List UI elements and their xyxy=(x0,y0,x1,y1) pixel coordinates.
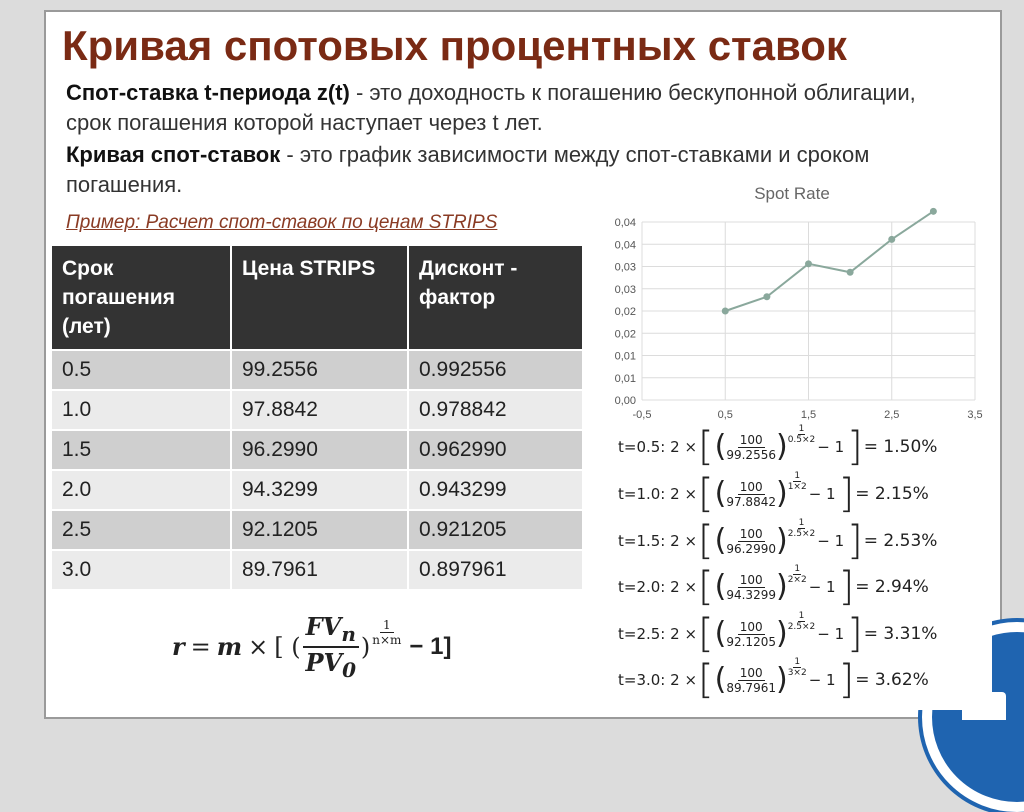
cell-maturity: 2.0 xyxy=(52,470,231,510)
chart-y-tick-label: 0,04 xyxy=(614,239,636,252)
formula-pv: PV xyxy=(305,647,343,677)
chart-y-tick-label: 0,03 xyxy=(614,261,636,274)
chart-x-tick-label: 1,5 xyxy=(800,409,817,421)
calc-label: t=3.0: 2 × xyxy=(618,671,698,689)
chart-x-tick-label: 2,5 xyxy=(884,409,900,421)
calc-label: t=1.5: 2 × xyxy=(618,532,698,550)
spot-curve-text: - это график зависимости между спот-ставками и сроком погашения. xyxy=(66,142,870,197)
cell-maturity: 2.5 xyxy=(52,510,231,550)
formula-fraction xyxy=(303,612,359,682)
spot-rate-text: - это доходность к погашению бескупонной облигации, срок погашения которой наступает через t лет. xyxy=(66,80,916,135)
calc-numerator: 100 xyxy=(739,619,763,634)
chart-data-point xyxy=(930,208,937,215)
paren-close: ) xyxy=(775,429,788,464)
bracket-open: [ xyxy=(698,518,714,564)
chart-data-point xyxy=(847,269,854,276)
formula-pv-sub: 0 xyxy=(342,657,357,682)
calc-exp-den: 1×2 xyxy=(787,481,807,492)
chart-y-tick-label: 0,04 xyxy=(614,217,636,229)
formula-m: m xyxy=(216,632,243,662)
calc-numerator: 100 xyxy=(739,665,763,680)
calc-minus-one: − 1 xyxy=(808,578,836,596)
chart-y-tick-label: 0,02 xyxy=(614,306,636,318)
bracket-open: [ xyxy=(698,564,714,610)
slide-title: Кривая спотовых процентных ставок xyxy=(62,22,847,69)
formula-numerator xyxy=(303,612,359,648)
spot-rate-definition xyxy=(66,78,946,138)
calc-fraction xyxy=(726,527,776,556)
spot-curve-term: Кривая спот-ставок xyxy=(66,142,281,167)
calc-fraction xyxy=(726,666,776,695)
paren-open: ( xyxy=(714,569,727,604)
chart-y-tick-label: 0,00 xyxy=(614,395,636,407)
example-label: Пример: Расчет спот-ставок по ценам STRIPS xyxy=(66,212,498,233)
calc-minus-one: − 1 xyxy=(817,532,845,550)
calc-denominator: 99.2556 xyxy=(726,447,776,462)
bracket-close: ] xyxy=(847,424,863,470)
bracket-close: ] xyxy=(847,611,863,657)
chart-series-line xyxy=(725,211,933,311)
calc-exponent xyxy=(788,518,816,539)
formula-tail: − 1] xyxy=(409,632,452,660)
formula-exp-num: 1 xyxy=(380,618,394,633)
paren-open: ( xyxy=(714,476,727,511)
cell-maturity: 1.0 xyxy=(52,390,231,430)
bracket-close: ] xyxy=(838,471,855,517)
chart-data-point xyxy=(805,260,812,267)
calc-denominator: 94.3299 xyxy=(726,587,776,602)
calc-fraction xyxy=(726,433,776,462)
paren-open: ( xyxy=(714,616,727,651)
cell-discount: 0.962990 xyxy=(408,430,583,470)
formula-fv-sub: n xyxy=(341,621,356,646)
calc-exp-den: 3×2 xyxy=(787,667,807,678)
cell-price: 97.8842 xyxy=(231,390,408,430)
cell-discount: 0.921205 xyxy=(408,510,583,550)
paren-open: ( xyxy=(714,429,727,464)
cell-maturity: 1.5 xyxy=(52,430,231,470)
formula-r: r xyxy=(172,632,185,662)
calc-exp-num: 1 xyxy=(794,656,801,667)
calculation-row xyxy=(618,563,929,610)
calc-minus-one: − 1 xyxy=(817,625,845,643)
chart-x-tick-label: 0,5 xyxy=(717,409,733,421)
calc-result: = 2.53% xyxy=(863,531,938,551)
calc-label: t=2.5: 2 × xyxy=(618,625,698,643)
calc-denominator: 96.2990 xyxy=(726,541,776,556)
bracket-close: ] xyxy=(838,657,855,703)
chart-x-tick-label: -0,5 xyxy=(632,409,652,421)
calc-fraction xyxy=(726,620,776,649)
cell-maturity: 0.5 xyxy=(52,350,231,390)
calc-exp-den: 2.5×2 xyxy=(787,621,816,632)
calc-fraction xyxy=(726,480,776,509)
bracket-open: [ xyxy=(698,471,714,517)
calc-exponent xyxy=(788,424,816,445)
chart-title: Spot Rate xyxy=(754,184,830,203)
chart-data-point xyxy=(888,236,895,243)
formula-paren-close: ) xyxy=(360,632,371,661)
calc-numerator: 100 xyxy=(739,526,763,541)
paren-open: ( xyxy=(714,523,727,558)
calc-denominator: 92.1205 xyxy=(726,634,776,649)
formula-times: × xyxy=(248,632,269,661)
spot-rate-term: Спот-ставка t-периода z(t) xyxy=(66,80,350,105)
strips-table xyxy=(52,246,584,589)
formula-denominator xyxy=(305,648,356,682)
chart-y-tick-label: 0,02 xyxy=(614,328,636,341)
paren-open: ( xyxy=(714,662,727,697)
table-row xyxy=(52,470,583,510)
calc-exp-den: 0.5×2 xyxy=(787,434,816,445)
calculation-row xyxy=(618,470,929,517)
bracket-open: [ xyxy=(698,611,714,657)
calc-exponent xyxy=(788,657,807,678)
paren-close: ) xyxy=(775,569,788,604)
table-row xyxy=(52,430,583,470)
bracket-open: [ xyxy=(698,424,714,470)
table-row xyxy=(52,390,583,430)
calc-result: = 3.62% xyxy=(855,670,929,690)
chart-x-tick-label: 3,5 xyxy=(967,409,983,421)
calc-exp-num: 1 xyxy=(794,470,801,481)
calc-exp-num: 1 xyxy=(798,517,805,528)
calc-numerator: 100 xyxy=(739,572,763,587)
formula-equals: = xyxy=(190,632,211,661)
spot-rate-chart xyxy=(592,176,992,426)
table-row xyxy=(52,550,583,589)
table-row xyxy=(52,350,583,390)
cell-price: 99.2556 xyxy=(231,350,408,390)
formula-fv: FV xyxy=(305,612,342,641)
header-discount: Дисконт - фактор xyxy=(408,246,583,350)
cell-discount: 0.992556 xyxy=(408,350,583,390)
calc-minus-one: − 1 xyxy=(808,671,836,689)
paren-close: ) xyxy=(775,662,788,697)
cell-discount: 0.943299 xyxy=(408,470,583,510)
calc-minus-one: − 1 xyxy=(817,438,845,456)
cell-discount: 0.978842 xyxy=(408,390,583,430)
calc-numerator: 100 xyxy=(739,479,763,494)
cell-maturity: 3.0 xyxy=(52,550,231,589)
chart-y-tick-label: 0,03 xyxy=(614,283,636,296)
calc-result: = 2.94% xyxy=(855,577,929,597)
calc-label: t=0.5: 2 × xyxy=(618,438,698,456)
calc-label: t=2.0: 2 × xyxy=(618,578,698,596)
table-row xyxy=(52,510,583,550)
calculation-row xyxy=(618,517,938,564)
cell-price: 96.2990 xyxy=(231,430,408,470)
calc-exp-den: 2.5×2 xyxy=(787,528,816,539)
cell-discount: 0.897961 xyxy=(408,550,583,589)
bracket-close: ] xyxy=(838,564,855,610)
sidebar-background xyxy=(0,0,44,767)
calc-result: = 1.50% xyxy=(863,437,938,457)
calc-exp-num: 1 xyxy=(798,423,805,434)
calc-label: t=1.0: 2 × xyxy=(618,485,698,503)
calc-result: = 3.31% xyxy=(863,624,938,644)
calc-exp-num: 1 xyxy=(798,610,805,621)
calc-exp-den: 2×2 xyxy=(787,574,807,585)
header-price: Цена STRIPS xyxy=(231,246,408,350)
calc-result: = 2.15% xyxy=(855,484,929,504)
table-header-row xyxy=(52,246,583,350)
chart-y-tick-label: 0,01 xyxy=(614,372,636,385)
calc-denominator: 89.7961 xyxy=(726,680,776,695)
calc-denominator: 97.8842 xyxy=(726,494,776,509)
paren-close: ) xyxy=(775,476,788,511)
cell-price: 94.3299 xyxy=(231,470,408,510)
bracket-open: [ xyxy=(698,657,714,703)
bracket-close: ] xyxy=(847,518,863,564)
calculation-row xyxy=(618,423,938,470)
formula-exp-den: n×m xyxy=(372,633,402,648)
formula-exponent xyxy=(372,618,401,647)
calc-exp-num: 1 xyxy=(794,563,801,574)
calc-minus-one: − 1 xyxy=(808,485,836,503)
calc-exponent xyxy=(788,611,816,632)
chart-data-point xyxy=(722,308,729,315)
chart-y-tick-label: 0,01 xyxy=(614,350,636,363)
paren-close: ) xyxy=(775,616,788,651)
calculation-row xyxy=(618,610,938,657)
cell-price: 92.1205 xyxy=(231,510,408,550)
calc-numerator: 100 xyxy=(739,432,763,447)
header-maturity: Срок погашения (лет) xyxy=(52,246,231,350)
formula-bracket-open: [ ( xyxy=(274,632,301,661)
calculation-row xyxy=(618,656,929,703)
calc-exponent xyxy=(788,564,807,585)
calc-exponent xyxy=(788,471,807,492)
paren-close: ) xyxy=(775,523,788,558)
spot-rate-formula xyxy=(172,612,451,682)
cell-price: 89.7961 xyxy=(231,550,408,589)
calc-fraction xyxy=(726,573,776,602)
chart-data-point xyxy=(763,293,770,300)
